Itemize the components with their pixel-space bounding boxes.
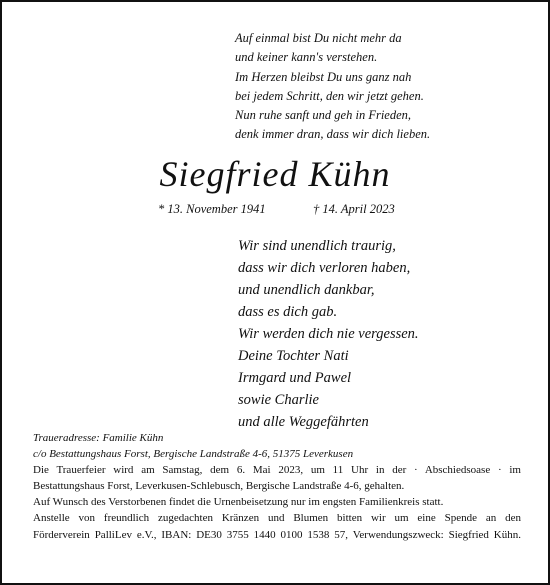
donation-info-line: Förderverein PalliLev e.V., IBAN: DE30 3755 1440 0100 1538 57, Verwendungszweck: Siegfried Kühn. — [33, 528, 521, 541]
poem-line: Nun ruhe sanft und geh in Frieden, — [235, 108, 412, 123]
funeral-info-line: Bestattungshaus Forst, Leverkusen-Schlebusch, Bergische Landstraße 4-6, gehalten. — [33, 480, 405, 493]
address-line: c/o Bestattungshaus Forst, Bergische Landstraße 4-6, 51375 Leverkusen — [33, 448, 354, 461]
poem-line: Im Herzen bleibst Du uns ganz nah — [235, 69, 412, 84]
mourners-list — [238, 345, 369, 433]
deceased-name: Siegfried Kühn — [159, 154, 391, 194]
death-date: † 14. April 2023 — [313, 202, 395, 216]
mourner: sowie Charlie — [238, 392, 319, 408]
poem-line: bei jedem Schritt, den wir jetzt gehen. — [235, 88, 424, 103]
verse-line: und unendlich dankbar, — [238, 282, 375, 298]
poem-line: denk immer dran, dass wir dich lieben. — [235, 127, 431, 142]
mourner: und alle Weggefährten — [238, 414, 369, 430]
verse-line: dass es dich gab. — [238, 304, 338, 320]
opening-poem — [235, 29, 430, 145]
verse-line: Wir werden dich nie vergessen. — [238, 326, 419, 342]
mourner: Deine Tochter Nati — [238, 348, 349, 364]
funeral-notice — [33, 430, 521, 543]
mourner: Irmgard und Pawel — [238, 370, 352, 386]
birth-date: * 13. November 1941 — [158, 202, 266, 216]
donation-info-line: Anstelle von freundlich zugedachten Kränzen und Blumen bitten wir um eine Spende an den — [33, 512, 521, 525]
address-label: Traueradresse: Familie Kühn — [33, 432, 164, 444]
poem-line: und keiner kann's verstehen. — [235, 50, 378, 65]
verse-line: dass wir dich verloren haben, — [238, 260, 411, 276]
poem-line: Auf einmal bist Du nicht mehr da — [235, 31, 402, 45]
verse-line: Wir sind unendlich traurig, — [238, 238, 396, 254]
mourning-verse — [238, 235, 419, 345]
funeral-info-line: Die Trauerfeier wird am Samstag, dem 6. Mai 2023, um 11 Uhr in der · Abschiedsoase · im — [33, 464, 521, 477]
burial-info-line: Auf Wunsch des Verstorbenen findet die Urnenbeisetzung nur im engsten Familienkreis statt. — [33, 496, 444, 509]
